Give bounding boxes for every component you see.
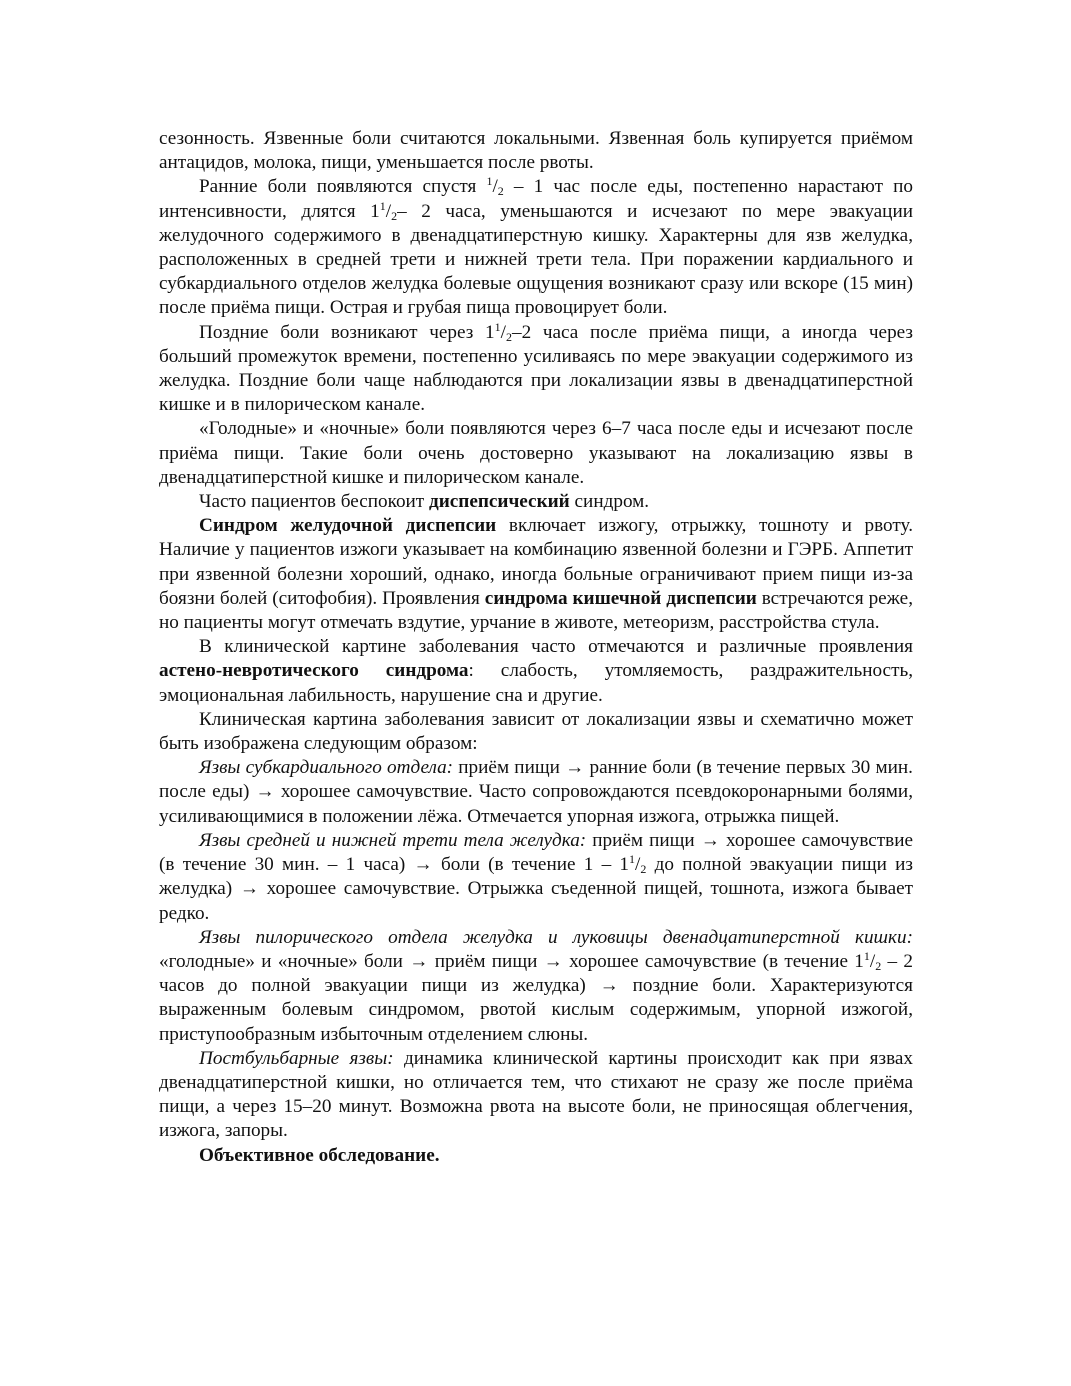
text-run: динамика клинической картины происходит как при язвах двенадцатиперстной кишки, но отличается тем, что стихают не сразу же после приёма пищи, а через 15–20 минут. Возможна рвота на высоте боли, не приносящая облегчения, изжога, запоры. bbox=[159, 1047, 913, 1142]
text-sup: 1 bbox=[494, 319, 501, 334]
paragraph-astheno-neurotic bbox=[159, 635, 913, 708]
text-run: приём пищи → ранние боли (в течение первых 30 мин. после еды) → хорошее самочувствие. Часто сопровождаются псевдокоронарными болями, усиливающимися в положении лёжа. Отмечается упорная изжога, отрыжка пищей. bbox=[159, 757, 913, 827]
paragraph-dyspeptic-intro bbox=[159, 490, 913, 514]
paragraph-late-pain bbox=[159, 321, 913, 418]
text-sub: 2 bbox=[505, 329, 512, 344]
text-run: / bbox=[635, 854, 641, 876]
text-i: Язвы пилорического отдела желудка и луковицы двенадцатиперстной кишки: bbox=[199, 926, 913, 948]
text-b: Объективное обследование. bbox=[199, 1144, 440, 1166]
text-sub: 2 bbox=[640, 862, 647, 877]
paragraph-pyloric-ulcers bbox=[159, 926, 913, 1047]
text-run: встречаются реже, но пациенты могут отмечать вздутие, урчание в животе, метеоризм, расстройства стула. bbox=[159, 587, 913, 634]
text-sup: 1 bbox=[629, 852, 636, 867]
text-sup: 1 bbox=[379, 198, 386, 213]
paragraph-body-ulcers bbox=[159, 829, 913, 926]
text-run: приём пищи → хорошее самочувствие (в течение 30 мин. – 1 часа) → боли (в течение 1 – 1 bbox=[159, 829, 914, 876]
text-run: –2 часа после приёма пищи, а иногда через больший промежуток времени, постепенно усиливаясь по мере эвакуации содержимого из желудка. Поздние боли чаще наблюдаются при локализации язвы в двенадцатиперстной кишке и в пилорическом канале. bbox=[159, 321, 913, 416]
text-i: Язвы средней и нижней трети тела желудка: bbox=[199, 829, 587, 851]
paragraph-gastric-dyspepsia bbox=[159, 514, 913, 635]
text-run: синдром. bbox=[569, 491, 650, 513]
text-run: / bbox=[500, 321, 506, 343]
text-run: «голодные» и «ночные» боли → приём пищи → хорошее самочувствие (в течение 1 bbox=[159, 950, 864, 972]
text-run: : слабость, утомляемость, раздражительность, эмоциональная лабильность, нарушение сна и другие. bbox=[159, 660, 913, 706]
paragraph-subcardial-ulcers bbox=[159, 756, 913, 829]
text-run: В клинической картине заболевания часто отмечаются и различные проявления bbox=[199, 636, 913, 658]
document-page bbox=[159, 127, 913, 1168]
text-sup: 1 bbox=[863, 948, 870, 963]
paragraph-postbulbar-ulcers bbox=[159, 1047, 913, 1144]
text-run: – 1 час после еды, постепенно нарастают по интенсивности, длятся 1 bbox=[159, 176, 913, 222]
text-b: Синдром желудочной диспепсии bbox=[199, 515, 497, 537]
text-sub: 2 bbox=[875, 958, 882, 973]
text-b: диспепсический bbox=[429, 491, 570, 513]
text-sup: 1 bbox=[486, 174, 493, 189]
text-i: Язвы субкардиального отдела: bbox=[199, 757, 454, 779]
text-run: / bbox=[492, 176, 498, 198]
text-b: астено-невротического синдрома bbox=[159, 660, 469, 682]
text-run: – 2 часов до полной эвакуации пищи из желудка) → поздние боли. Характеризуются выраженным болевым синдромом, рвотой кислым содержимым, упорной изжогой, приступообразным избыточным отделением слюны. bbox=[159, 950, 913, 1045]
text-run: / bbox=[869, 950, 876, 972]
text-run: – 2 часа, уменьшаются и исчезают по мере эвакуации желудочного содержимого в двенадцатиперстную кишку. Характерны для язв желудка, расположенных в средней трети и нижней трети тела. При поражении кардиального и субкардиального отделов желудка болевые ощущения возникают сразу или вскоре (15 мин) после приёма пищи. Острая и грубая пища провоцирует боли. bbox=[159, 200, 913, 319]
text-run: до полной эвакуации пищи из желудка) → хорошее самочувствие. Отрыжка съеденной пищей, тошнота, изжога бывает редко. bbox=[159, 854, 913, 924]
text-i: Постбульбарные язвы: bbox=[199, 1047, 394, 1069]
text-run: Часто пациентов беспокоит bbox=[199, 491, 429, 513]
text-run: Ранние боли появляются спустя bbox=[199, 176, 487, 198]
paragraph-1 bbox=[159, 127, 913, 175]
paragraph-objective-exam bbox=[159, 1144, 913, 1168]
text-run: Поздние боли возникают через 1 bbox=[199, 321, 495, 343]
paragraph-clinical-picture bbox=[159, 708, 913, 756]
text-run: включает изжогу, отрыжку, тошноту и рвоту. Наличие у пациентов изжоги указывает на комбинацию язвенной болезни и ГЭРБ. Аппетит при язвенной болезни хороший, однако, иногда больные ограничивают прием пищи из-за боязни болей (ситофобия). Проявления bbox=[159, 515, 913, 609]
text-run: сезонность. Язвенные боли считаются локальными. Язвенная боль купируется приёмом антацидов, молока, пищи, уменьшается после рвоты. bbox=[159, 128, 913, 174]
text-sub: 2 bbox=[391, 208, 398, 223]
text-run: «Голодные» и «ночные» боли появляются через 6–7 часа после еды и исчезают после приёма пищи. Такие боли очень достоверно указывают на локализацию язвы в двенадцатиперстной кишке и пилорическом канале. bbox=[159, 418, 913, 488]
text-sub: 2 bbox=[497, 184, 504, 199]
paragraph-early-pain bbox=[159, 175, 913, 320]
text-run: Клиническая картина заболевания зависит от локализации язвы и схематично может быть изображена следующим образом: bbox=[159, 708, 913, 755]
text-run: / bbox=[385, 200, 392, 222]
paragraph-hunger-night-pain bbox=[159, 417, 913, 490]
text-b: синдрома кишечной диспепсии bbox=[484, 587, 757, 609]
